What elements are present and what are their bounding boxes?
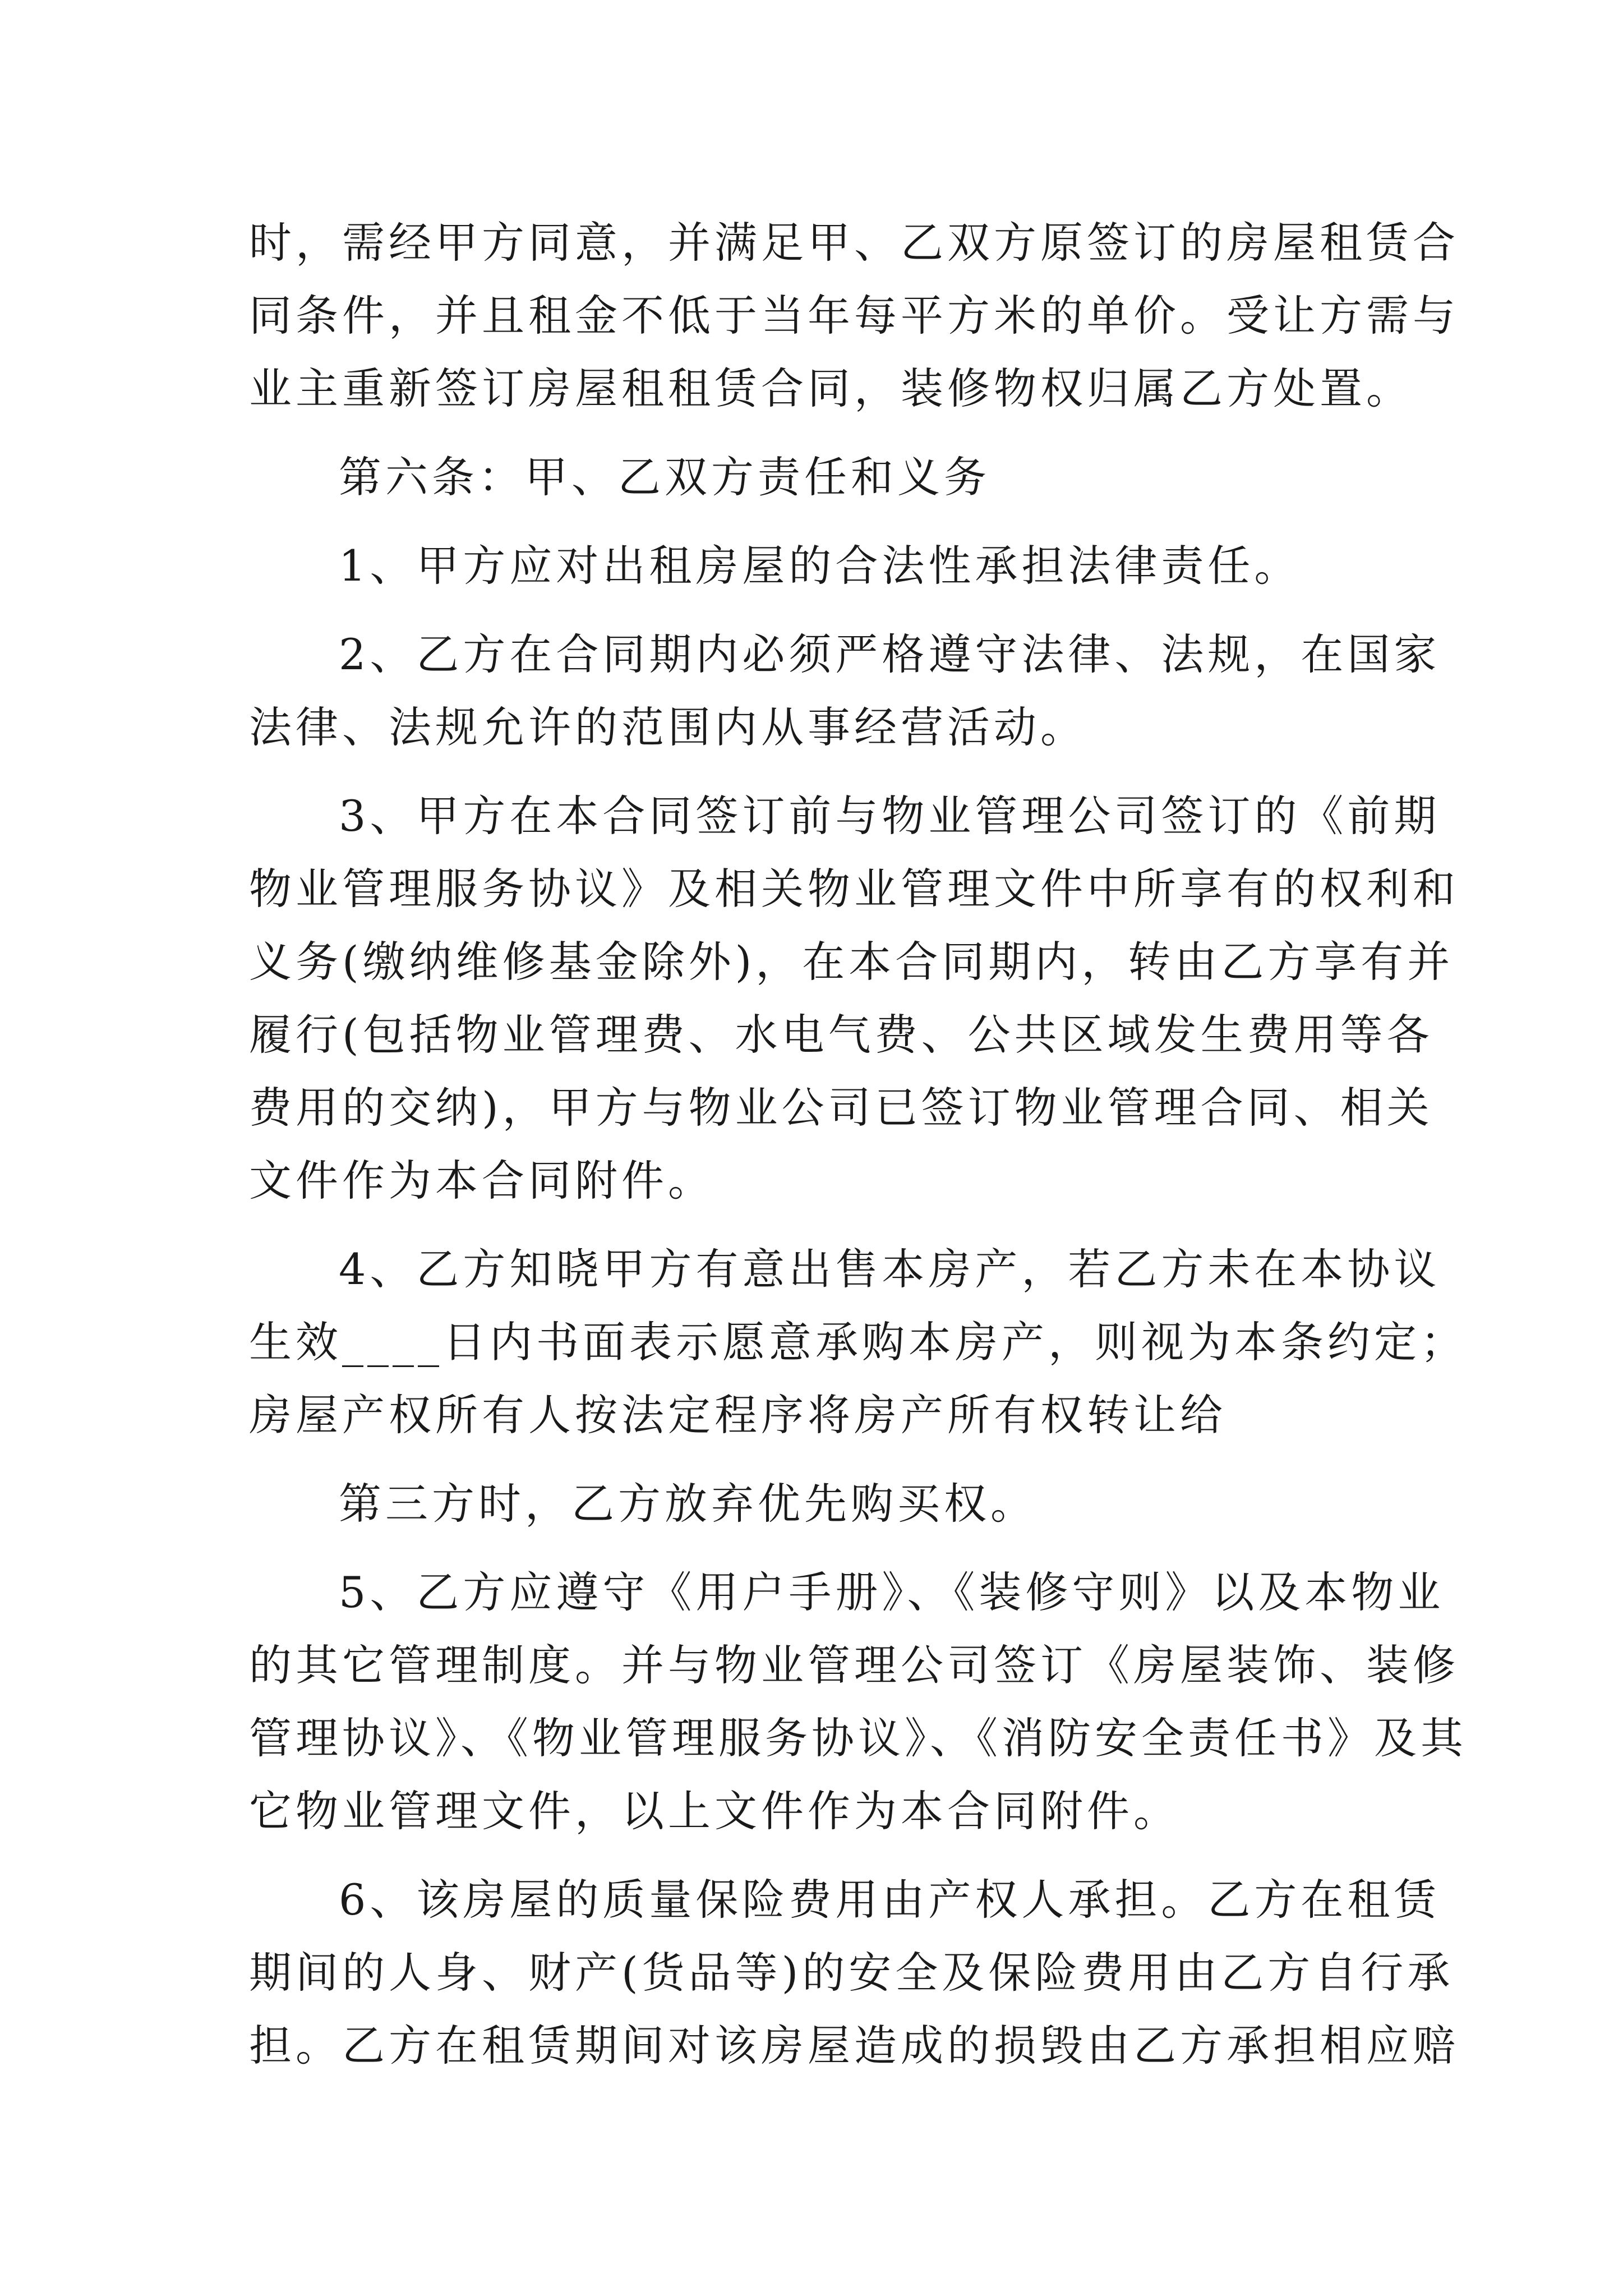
text-line: 5、乙方应遵守《用户手册》、《装修守则》以及本物业 — [339, 1567, 1445, 1617]
paragraph-gap — [249, 514, 1387, 530]
text-line: 法律、法规允许的范围内从事经营活动。 — [249, 702, 1087, 752]
text-line: 管理协议》、《物业管理服务协议》、《消防安全责任书》及其 — [249, 1713, 1467, 1763]
paragraph — [249, 206, 1459, 425]
text-line: 第三方时，乙方放弃优先购买权。 — [339, 1479, 1037, 1529]
paragraph — [249, 780, 1459, 1217]
text-line: 它物业管理文件，以上文件作为本合同附件。 — [249, 1786, 1180, 1836]
paragraph — [249, 618, 1441, 764]
paragraph — [249, 1556, 1467, 1848]
text-line: 物业管理服务协议》及相关物业管理文件中所享有的权利和 — [249, 864, 1459, 914]
text-line: 文件作为本合同附件。 — [249, 1156, 714, 1205]
text-line: 2、乙方在合同期内必须严格遵守法律、法规，在国家 — [339, 629, 1441, 679]
paragraph-gap — [249, 602, 1387, 618]
paragraph — [249, 1233, 1467, 1452]
text-line: 时，需经甲方同意，并满足甲、乙双方原签订的房屋租赁合 — [249, 218, 1459, 268]
text-line: 费用的交纳)，甲方与物业公司已签订物业管理合同、相关 — [249, 1083, 1433, 1133]
text-line: 第六条：甲、乙双方责任和义务 — [339, 452, 990, 502]
text-line: 生效____日内书面表示愿意承购本房产，则视为本条约定； — [249, 1317, 1467, 1367]
paragraph-gap — [249, 425, 1387, 441]
paragraph-gap — [249, 1540, 1387, 1556]
document-body — [249, 206, 1467, 2082]
paragraph — [249, 441, 1387, 514]
text-line: 6、该房屋的质量保险费用由产权人承担。乙方在租赁 — [339, 1875, 1441, 1925]
paragraph-gap — [249, 1217, 1387, 1233]
paragraph-gap — [249, 1848, 1387, 1864]
text-line: 履行(包括物业管理费、水电气费、公共区域发生费用等各 — [249, 1010, 1433, 1060]
text-line: 期间的人身、财产(货品等)的安全及保险费用由乙方自行承 — [249, 1948, 1454, 1998]
text-line: 业主重新签订房屋租租赁合同，装修物权归属乙方处置。 — [249, 364, 1413, 413]
text-line: 义务(缴纳维修基金除外)，在本合同期内，转由乙方享有并 — [249, 937, 1454, 987]
text-line: 4、乙方知晓甲方有意出售本房产，若乙方未在本协议 — [339, 1244, 1441, 1294]
paragraph — [249, 1467, 1387, 1540]
text-line: 担。乙方在租赁期间对该房屋造成的损毁由乙方承担相应赔 — [249, 2021, 1459, 2070]
text-line: 的其它管理制度。并与物业管理公司签订《房屋装饰、装修 — [249, 1640, 1459, 1690]
paragraph-gap — [249, 764, 1387, 780]
text-line: 3、甲方在本合同签订前与物业管理公司签订的《前期 — [339, 791, 1441, 841]
text-line: 同条件，并且租金不低于当年每平方米的单价。受让方需与 — [249, 291, 1459, 341]
paragraph — [249, 530, 1387, 602]
paragraph-gap — [249, 1452, 1387, 1467]
text-line: 房屋产权所有人按法定程序将房产所有权转让给 — [249, 1390, 1227, 1440]
paragraph — [249, 1864, 1459, 2082]
text-line: 1、甲方应对出租房屋的合法性承担法律责任。 — [339, 541, 1301, 591]
